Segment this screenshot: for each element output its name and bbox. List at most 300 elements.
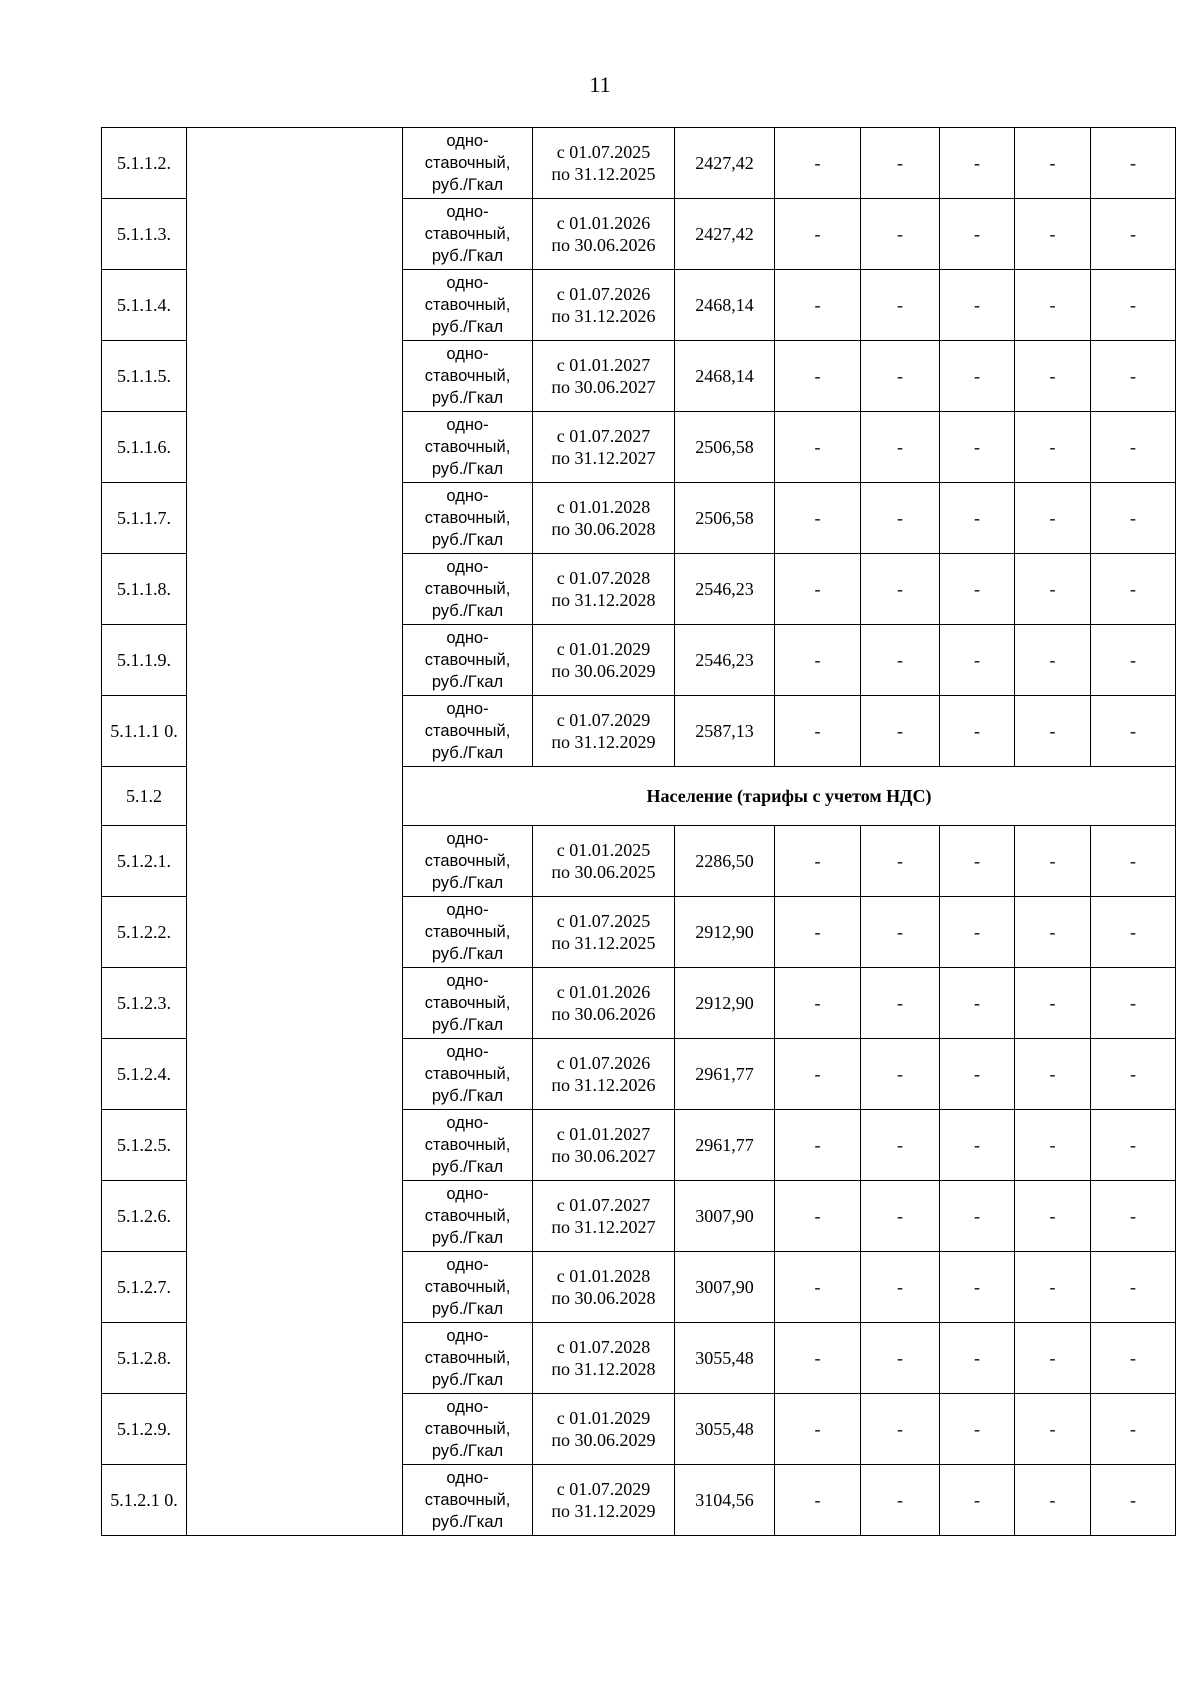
tariff-value-cell	[675, 1465, 775, 1536]
row-number-cell	[102, 483, 187, 554]
tariff-value-cell	[675, 897, 775, 968]
dash: -	[897, 224, 903, 244]
dash-cell	[1015, 554, 1091, 625]
period-cell	[533, 968, 675, 1039]
row-number: 5.1.1.6.	[117, 437, 171, 457]
dash: -	[814, 721, 821, 741]
unit-text-line: одно-	[446, 345, 489, 363]
dash-cell	[861, 199, 940, 270]
unit-text-line: ставочный,	[424, 154, 511, 172]
unit-text-line: ставочный,	[424, 651, 511, 669]
period-from: с 01.07.2025	[556, 911, 651, 931]
dash: -	[1049, 1490, 1056, 1510]
tariff-value-cell	[675, 1110, 775, 1181]
dash: -	[974, 1348, 980, 1368]
row-number: 5.1.1.7.	[117, 508, 171, 528]
dash-cell	[940, 625, 1015, 696]
row-number: 5.1.1.1 0.	[110, 721, 178, 741]
tariff-value: 3055,48	[695, 1419, 754, 1439]
dash-cell	[861, 483, 940, 554]
dash: -	[897, 1419, 903, 1439]
dash-cell	[775, 1110, 861, 1181]
tariff-value-cell	[675, 554, 775, 625]
dash-cell	[1091, 968, 1176, 1039]
period-from: с 01.01.2026	[556, 213, 651, 233]
row-number: 5.1.1.2.	[117, 153, 171, 173]
period-to: по 30.06.2027	[551, 1146, 656, 1166]
period-from: с 01.01.2025	[556, 840, 651, 860]
dash-cell	[775, 1039, 861, 1110]
row-number-cell	[102, 1465, 187, 1536]
dash-cell	[940, 1323, 1015, 1394]
dash-cell	[775, 554, 861, 625]
unit-text-line: руб./Гкал	[431, 176, 504, 194]
unit-text-line: одно-	[446, 700, 489, 718]
unit-text-line: ставочный,	[424, 580, 511, 598]
dash: -	[974, 851, 980, 871]
tariff-value: 2286,50	[695, 851, 754, 871]
dash: -	[1130, 153, 1136, 173]
dash-cell	[1015, 968, 1091, 1039]
unit-text-line: руб./Гкал	[431, 874, 504, 892]
dash-cell	[775, 270, 861, 341]
dash: -	[1049, 1419, 1056, 1439]
dash: -	[1130, 1135, 1136, 1155]
unit-text-line: руб./Гкал	[431, 531, 504, 549]
tariff-value: 2912,90	[695, 922, 754, 942]
unit-cell	[403, 826, 533, 897]
unit-text-line: одно-	[446, 1185, 489, 1203]
period-cell	[533, 1465, 675, 1536]
period-from: с 01.07.2028	[556, 568, 651, 588]
tariff-table	[101, 127, 1176, 1536]
dash-cell	[775, 199, 861, 270]
period-from: с 01.01.2026	[556, 982, 651, 1002]
dash-cell	[940, 483, 1015, 554]
unit-text-line: ставочный,	[424, 923, 511, 941]
section-title: Население (тарифы с учетом НДС)	[646, 786, 932, 806]
row-number-cell	[102, 897, 187, 968]
unit-text-line: одно-	[446, 558, 489, 576]
dash: -	[814, 993, 821, 1013]
dash: -	[897, 366, 903, 386]
unit-text-line: одно-	[446, 132, 489, 150]
period-from: с 01.07.2027	[556, 1195, 651, 1215]
unit-text-line: руб./Гкал	[431, 1300, 504, 1318]
period-to: по 30.06.2029	[551, 661, 656, 681]
row-number-cell	[102, 412, 187, 483]
dash: -	[974, 1206, 980, 1226]
row-number: 5.1.2.3.	[117, 993, 171, 1013]
dash-cell	[1015, 412, 1091, 483]
period-cell	[533, 412, 675, 483]
dash-cell	[1091, 1039, 1176, 1110]
tariff-value-cell	[675, 1394, 775, 1465]
dash-cell	[1091, 341, 1176, 412]
period-cell	[533, 1394, 675, 1465]
dash-cell	[940, 199, 1015, 270]
unit-text-line: одно-	[446, 1327, 489, 1345]
dash-cell	[940, 1252, 1015, 1323]
period-from: с 01.01.2029	[556, 639, 651, 659]
dash: -	[897, 1490, 903, 1510]
unit-text-line: ставочный,	[424, 1420, 511, 1438]
unit-text-line: одно-	[446, 274, 489, 292]
dash-cell	[940, 412, 1015, 483]
dash: -	[974, 1419, 980, 1439]
dash-cell	[1015, 1323, 1091, 1394]
unit-cell	[403, 1181, 533, 1252]
dash-cell	[1015, 1465, 1091, 1536]
period-cell	[533, 1181, 675, 1252]
period-cell	[533, 1323, 675, 1394]
dash-cell	[861, 826, 940, 897]
dash-cell	[1015, 1181, 1091, 1252]
unit-text-line: руб./Гкал	[431, 1087, 504, 1105]
period-cell	[533, 199, 675, 270]
row-number: 5.1.2	[126, 786, 162, 806]
row-number-cell	[102, 199, 187, 270]
period-to: по 30.06.2027	[551, 377, 656, 397]
tariff-value-cell	[675, 270, 775, 341]
row-number: 5.1.2.6.	[117, 1206, 171, 1226]
dash: -	[974, 993, 980, 1013]
dash-cell	[861, 128, 940, 199]
period-to: по 31.12.2027	[551, 448, 656, 468]
dash: -	[1049, 366, 1056, 386]
dash-cell	[1015, 1394, 1091, 1465]
tariff-value: 2468,14	[695, 295, 754, 315]
tariff-value: 2961,77	[695, 1064, 754, 1084]
period-to: по 30.06.2026	[551, 235, 656, 255]
dash-cell	[1091, 554, 1176, 625]
dash-cell	[1015, 826, 1091, 897]
unit-text-line: руб./Гкал	[431, 602, 504, 620]
dash: -	[974, 579, 980, 599]
dash: -	[814, 224, 821, 244]
unit-text-line: ставочный,	[424, 722, 511, 740]
dash: -	[1049, 1206, 1056, 1226]
unit-text-line: ставочный,	[424, 296, 511, 314]
period-to: по 31.12.2029	[551, 732, 656, 752]
dash-cell	[861, 1181, 940, 1252]
dash: -	[1049, 1064, 1056, 1084]
dash: -	[1130, 1348, 1136, 1368]
dash-cell	[1091, 1323, 1176, 1394]
unit-text-line: руб./Гкал	[431, 247, 504, 265]
period-to: по 31.12.2026	[551, 306, 656, 326]
row-number-cell	[102, 341, 187, 412]
period-cell	[533, 270, 675, 341]
dash-cell	[861, 1110, 940, 1181]
dash: -	[974, 1064, 980, 1084]
unit-cell	[403, 128, 533, 199]
dash: -	[897, 1206, 903, 1226]
row-number-cell	[102, 767, 187, 826]
dash: -	[1130, 1490, 1136, 1510]
dash-cell	[940, 1394, 1015, 1465]
dash-cell	[1015, 1110, 1091, 1181]
unit-text-line: одно-	[446, 416, 489, 434]
tariff-value: 2546,23	[695, 650, 754, 670]
dash-cell	[1015, 128, 1091, 199]
dash: -	[814, 1348, 821, 1368]
period-cell	[533, 483, 675, 554]
dash: -	[897, 508, 903, 528]
unit-text-line: одно-	[446, 830, 489, 848]
dash: -	[1049, 922, 1056, 942]
unit-cell	[403, 1323, 533, 1394]
unit-text-line: руб./Гкал	[431, 673, 504, 691]
unit-text-line: одно-	[446, 1469, 489, 1487]
unit-text-line: одно-	[446, 901, 489, 919]
dash: -	[814, 1206, 821, 1226]
page-number: 11	[589, 72, 611, 97]
row-number-cell	[102, 696, 187, 767]
tariff-value: 2587,13	[695, 721, 754, 741]
dash-cell	[940, 1465, 1015, 1536]
dash: -	[1130, 851, 1136, 871]
dash-cell	[775, 1252, 861, 1323]
unit-text-line: руб./Гкал	[431, 1371, 504, 1389]
dash: -	[1130, 922, 1136, 942]
period-to: по 30.06.2028	[551, 1288, 656, 1308]
tariff-value: 2912,90	[695, 993, 754, 1013]
unit-text-line: одно-	[446, 629, 489, 647]
row-number-cell	[102, 1394, 187, 1465]
dash: -	[1130, 295, 1136, 315]
tariff-value: 2427,42	[695, 224, 754, 244]
row-number-cell	[102, 625, 187, 696]
dash: -	[814, 650, 821, 670]
tariff-value-cell	[675, 412, 775, 483]
period-from: с 01.01.2027	[556, 355, 651, 375]
dash: -	[814, 1277, 821, 1297]
unit-text-line: одно-	[446, 487, 489, 505]
dash-cell	[1091, 1181, 1176, 1252]
dash-cell	[861, 270, 940, 341]
unit-cell	[403, 199, 533, 270]
unit-text-line: одно-	[446, 1398, 489, 1416]
unit-cell	[403, 412, 533, 483]
dash: -	[814, 437, 821, 457]
dash: -	[974, 1135, 980, 1155]
period-cell	[533, 696, 675, 767]
row-number-cell	[102, 128, 187, 199]
dash: -	[1049, 295, 1056, 315]
period-from: с 01.01.2028	[556, 1266, 651, 1286]
period-from: с 01.01.2028	[556, 497, 651, 517]
unit-text-line: ставочный,	[424, 994, 511, 1012]
period-from: с 01.01.2029	[556, 1408, 651, 1428]
dash-cell	[1015, 1039, 1091, 1110]
tariff-value-cell	[675, 1039, 775, 1110]
dash-cell	[1091, 1110, 1176, 1181]
unit-text-line: ставочный,	[424, 509, 511, 527]
dash: -	[814, 295, 821, 315]
unit-cell	[403, 554, 533, 625]
dash-cell	[775, 128, 861, 199]
period-to: по 31.12.2028	[551, 590, 656, 610]
unit-text-line: одно-	[446, 1256, 489, 1274]
dash: -	[974, 224, 980, 244]
dash: -	[974, 922, 980, 942]
tariff-value-cell	[675, 1252, 775, 1323]
row-number-cell	[102, 554, 187, 625]
dash-cell	[1091, 483, 1176, 554]
dash: -	[897, 1064, 903, 1084]
dash: -	[897, 1348, 903, 1368]
tariff-value: 2506,58	[695, 437, 754, 457]
dash-cell	[1091, 270, 1176, 341]
unit-text-line: руб./Гкал	[431, 318, 504, 336]
dash: -	[897, 851, 903, 871]
dash: -	[1130, 993, 1136, 1013]
unit-text-line: ставочный,	[424, 1136, 511, 1154]
period-cell	[533, 625, 675, 696]
dash-cell	[775, 696, 861, 767]
dash-cell	[775, 968, 861, 1039]
dash: -	[1049, 508, 1056, 528]
dash: -	[897, 993, 903, 1013]
tariff-value-cell	[675, 1323, 775, 1394]
dash: -	[1049, 579, 1056, 599]
dash: -	[1130, 437, 1136, 457]
row-number: 5.1.2.5.	[117, 1135, 171, 1155]
dash-cell	[940, 1110, 1015, 1181]
dash-cell	[775, 897, 861, 968]
dash-cell	[940, 270, 1015, 341]
dash-cell	[861, 1323, 940, 1394]
period-from: с 01.07.2026	[556, 1053, 651, 1073]
dash: -	[897, 153, 903, 173]
unit-text-line: руб./Гкал	[431, 1158, 504, 1176]
period-to: по 30.06.2029	[551, 1430, 656, 1450]
period-to: по 31.12.2027	[551, 1217, 656, 1237]
tariff-value-cell	[675, 968, 775, 1039]
dash-cell	[1015, 483, 1091, 554]
row-number: 5.1.2.7.	[117, 1277, 171, 1297]
dash: -	[814, 922, 821, 942]
dash: -	[1049, 721, 1056, 741]
tariff-value-cell	[675, 625, 775, 696]
dash-cell	[1091, 199, 1176, 270]
dash: -	[1130, 1206, 1136, 1226]
dash-cell	[1015, 199, 1091, 270]
tariff-value-cell	[675, 826, 775, 897]
dash-cell	[775, 1181, 861, 1252]
dash: -	[974, 437, 980, 457]
unit-text-line: одно-	[446, 203, 489, 221]
tariff-value: 3007,90	[695, 1206, 754, 1226]
dash: -	[1049, 1348, 1056, 1368]
row-number: 5.1.2.1 0.	[110, 1490, 178, 1510]
tariff-value-cell	[675, 696, 775, 767]
dash: -	[974, 366, 980, 386]
period-cell	[533, 554, 675, 625]
unit-cell	[403, 696, 533, 767]
unit-text-line: одно-	[446, 972, 489, 990]
dash-cell	[940, 1039, 1015, 1110]
unit-cell	[403, 968, 533, 1039]
dash-cell	[861, 554, 940, 625]
period-cell	[533, 341, 675, 412]
table-row	[102, 128, 1176, 199]
tariff-value-cell	[675, 341, 775, 412]
tariff-value: 2427,42	[695, 153, 754, 173]
period-from: с 01.07.2029	[556, 710, 651, 730]
tariff-value: 3007,90	[695, 1277, 754, 1297]
unit-cell	[403, 625, 533, 696]
dash: -	[897, 1135, 903, 1155]
dash-cell	[861, 968, 940, 1039]
dash-cell	[1091, 412, 1176, 483]
dash-cell	[940, 968, 1015, 1039]
unit-cell	[403, 1110, 533, 1181]
tariff-value: 2546,23	[695, 579, 754, 599]
dash-cell	[940, 1181, 1015, 1252]
dash-cell	[1091, 696, 1176, 767]
unit-cell	[403, 270, 533, 341]
dash: -	[1130, 1419, 1136, 1439]
tariff-value-cell	[675, 483, 775, 554]
dash-cell	[1015, 625, 1091, 696]
dash: -	[1130, 579, 1136, 599]
dash-cell	[861, 1252, 940, 1323]
dash-cell	[861, 1394, 940, 1465]
unit-text-line: ставочный,	[424, 1207, 511, 1225]
row-number: 5.1.2.8.	[117, 1348, 171, 1368]
row-number-cell	[102, 1252, 187, 1323]
unit-text-line: одно-	[446, 1043, 489, 1061]
organization-cell	[187, 128, 403, 1536]
row-number-cell	[102, 826, 187, 897]
tariff-value-cell	[675, 128, 775, 199]
unit-cell	[403, 1394, 533, 1465]
dash-cell	[1015, 897, 1091, 968]
dash-cell	[775, 412, 861, 483]
dash: -	[1049, 851, 1056, 871]
row-number-cell	[102, 968, 187, 1039]
dash-cell	[1091, 897, 1176, 968]
row-number: 5.1.1.9.	[117, 650, 171, 670]
dash: -	[1130, 1277, 1136, 1297]
dash-cell	[1091, 625, 1176, 696]
dash: -	[1130, 721, 1136, 741]
tariff-value: 2468,14	[695, 366, 754, 386]
dash: -	[814, 508, 821, 528]
unit-cell	[403, 341, 533, 412]
unit-text-line: ставочный,	[424, 225, 511, 243]
row-number-cell	[102, 1039, 187, 1110]
tariff-value: 2506,58	[695, 508, 754, 528]
tariff-table-body	[102, 128, 1176, 1536]
dash-cell	[775, 1323, 861, 1394]
unit-text-line: ставочный,	[424, 1278, 511, 1296]
tariff-value-cell	[675, 199, 775, 270]
row-number: 5.1.2.2.	[117, 922, 171, 942]
dash-cell	[861, 897, 940, 968]
period-to: по 30.06.2026	[551, 1004, 656, 1024]
dash-cell	[775, 483, 861, 554]
dash: -	[1130, 508, 1136, 528]
dash-cell	[1015, 341, 1091, 412]
dash-cell	[1091, 826, 1176, 897]
period-from: с 01.07.2027	[556, 426, 651, 446]
period-cell	[533, 1039, 675, 1110]
tariff-value: 3104,56	[695, 1490, 754, 1510]
dash: -	[974, 1277, 980, 1297]
